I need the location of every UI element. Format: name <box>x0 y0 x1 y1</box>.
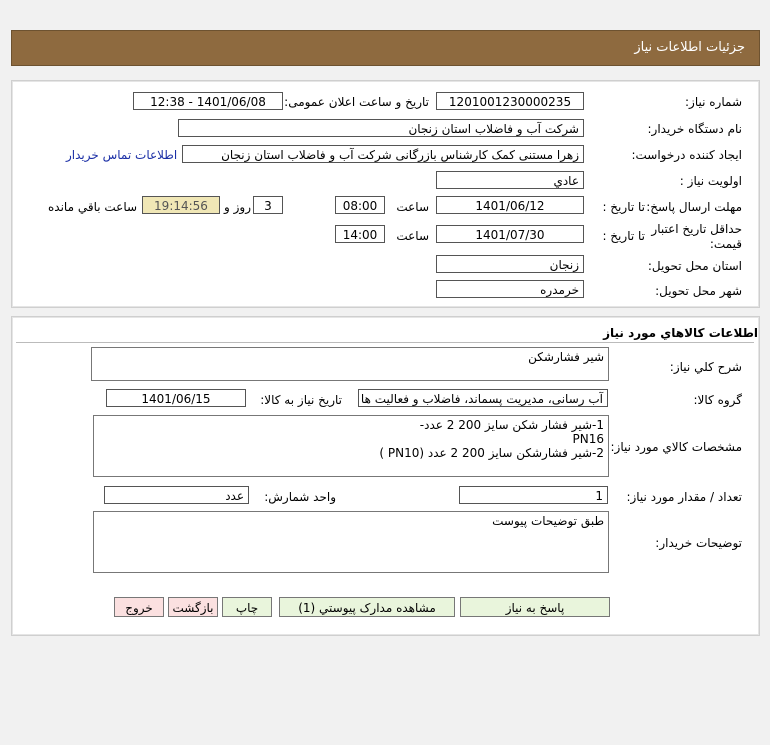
creator-field: زهرا مستنی کمک کارشناس بازرگانی شرکت آب و فاضلاب استان زنجان <box>182 145 584 163</box>
print-button[interactable]: چاپ <box>222 597 272 617</box>
unit-label: واحد شمارش: <box>264 490 336 504</box>
validity-time-field: 14:00 <box>335 225 385 243</box>
buyer-org-field: شرکت آب و فاضلاب استان زنجان <box>178 119 584 137</box>
desc-label: توضیحات خریدار: <box>655 536 742 550</box>
back-button[interactable]: بازگشت <box>168 597 218 617</box>
deadline-label: مهلت ارسال پاسخ: <box>646 200 742 214</box>
exit-button[interactable]: خروج <box>114 597 164 617</box>
unit-field: عدد <box>104 486 249 504</box>
validity-label: حداقل تاریخ اعتبار قیمت: <box>651 222 742 251</box>
need-number-field: 1201001230000235 <box>436 92 584 110</box>
summary-label: شرح کلي نیاز: <box>669 360 742 374</box>
need-info-panel <box>11 80 760 308</box>
buyer-contact-link[interactable]: اطلاعات تماس خریدار <box>66 148 178 162</box>
page-title: جزئیات اطلاعات نیاز <box>634 40 745 55</box>
province-field: زنجان <box>436 255 584 273</box>
priority-label: اولویت نیاز : <box>679 174 742 188</box>
page-header <box>11 30 760 66</box>
qty-field: 1 <box>459 486 608 504</box>
summary-field: شیر فشارشکن <box>91 347 609 381</box>
days-field: 3 <box>253 196 283 214</box>
spec-label: مشخصات کالاي مورد نیاز: <box>610 440 742 454</box>
goods-divider <box>16 342 754 343</box>
reply-button[interactable]: پاسخ به نیاز <box>460 597 610 617</box>
qty-label: تعداد / مقدار مورد نیاز: <box>626 490 742 504</box>
city-label: شهر محل تحویل: <box>655 284 742 298</box>
deadline-to-date-label: تا تاریخ : <box>602 200 645 214</box>
group-label: گروه کالا: <box>693 393 742 407</box>
province-label: استان محل تحویل: <box>647 259 742 273</box>
goods-section-title: اطلاعات کالاهاي مورد نیاز <box>603 326 758 340</box>
buyer-org-label: نام دستگاه خریدار: <box>647 122 742 136</box>
validity-time-label: ساعت <box>396 229 429 243</box>
attachments-button[interactable]: مشاهده مدارک پیوستي (1) <box>279 597 455 617</box>
remaining-label: ساعت باقي مانده <box>48 200 138 214</box>
group-field: آب رسانی، مدیریت پسماند، فاضلاب و فعالیت ها <box>358 389 608 407</box>
announce-label: تاریخ و ساعت اعلان عمومی: <box>284 95 429 109</box>
validity-to-date-label: تا تاریخ : <box>602 229 645 243</box>
days-label: روز و <box>224 200 251 214</box>
desc-field: طبق توضیحات پیوست <box>93 511 609 573</box>
announce-field: 1401/06/08 - 12:38 <box>133 92 283 110</box>
city-field: خرمدره <box>436 280 584 298</box>
need-date-label: تاریخ نیاز به کالا: <box>260 393 342 407</box>
remaining-time-field: 19:14:56 <box>142 196 220 214</box>
priority-field: عادي <box>436 171 584 189</box>
spec-field: 1-شیر فشار شکن سایز 200 2 عدد- PN16 2-شیر فشارشکن سایز 200 2 عدد (PN10 ) <box>93 415 609 477</box>
creator-label: ایجاد کننده درخواست: <box>631 148 742 162</box>
deadline-time-field: 08:00 <box>335 196 385 214</box>
deadline-date-field: 1401/06/12 <box>436 196 584 214</box>
deadline-time-label: ساعت <box>396 200 429 214</box>
need-number-label: شماره نیاز: <box>685 95 742 109</box>
validity-date-field: 1401/07/30 <box>436 225 584 243</box>
need-date-field: 1401/06/15 <box>106 389 246 407</box>
